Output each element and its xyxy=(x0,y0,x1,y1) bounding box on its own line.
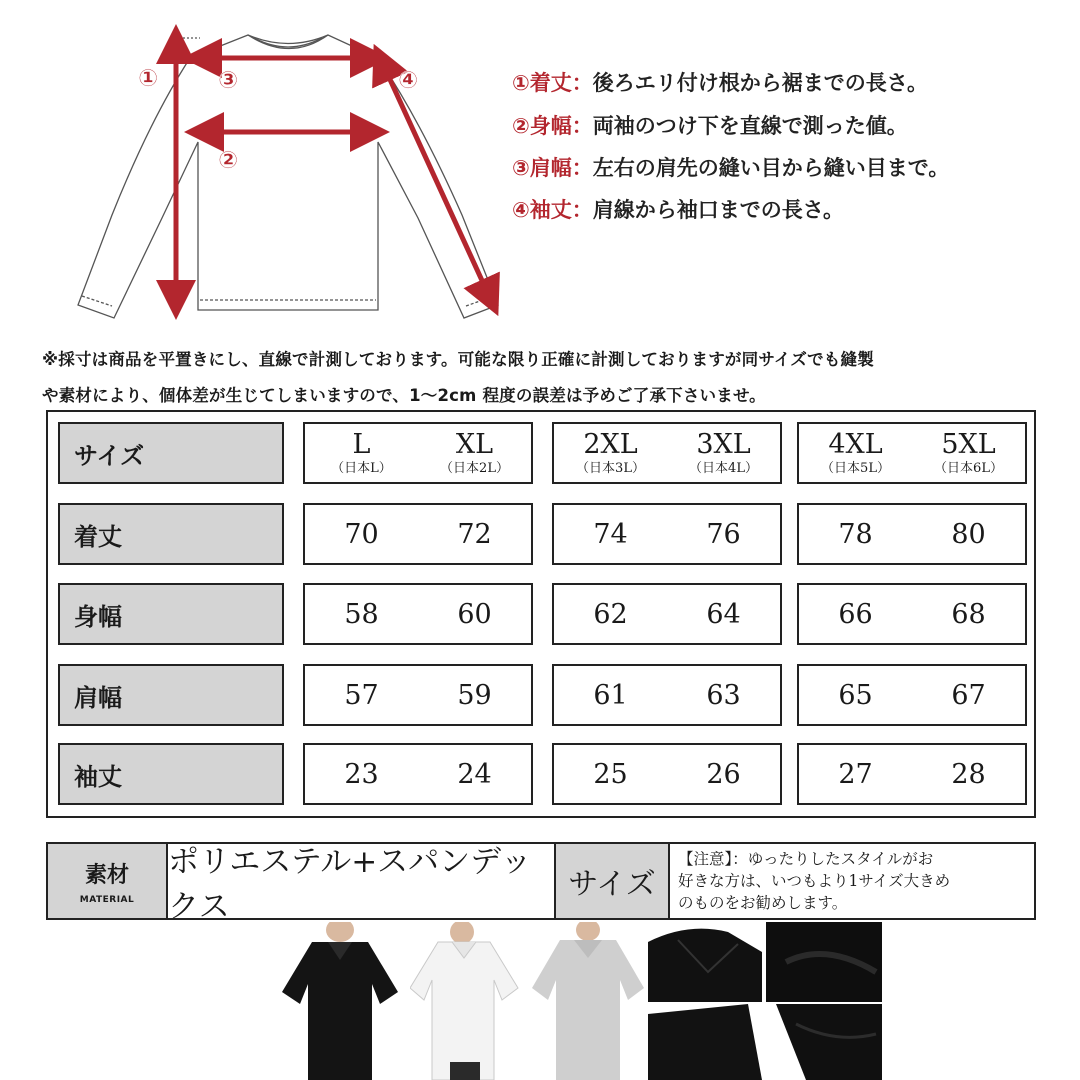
value-group xyxy=(303,583,533,645)
photo-hem-detail xyxy=(648,1004,762,1080)
legend-text: 左右の肩先の縫い目から縫い目まで。 xyxy=(592,156,950,180)
size-note-line: 【注意】：ゆったりしたスタイルがお xyxy=(678,850,934,868)
photo-black-shirt xyxy=(280,922,400,1080)
size-note-line: のものをお勧めします。 xyxy=(678,894,848,912)
size-jp: （日本5L） xyxy=(821,460,890,476)
marker-sleeve: ④ xyxy=(398,66,419,94)
photo-collar-detail xyxy=(648,922,762,1002)
row-label-chest: 身幅 xyxy=(58,583,284,645)
measurement-notice-line1: ※採寸は商品を平置きにし、直線で計測しております。可能な限り正確に計測しておりますが同サイズでも縫製 xyxy=(42,350,874,369)
value-group xyxy=(303,503,533,565)
value-cell: 24 xyxy=(457,758,492,790)
value-cell: 59 xyxy=(457,679,492,711)
size-jp: （日本3L） xyxy=(576,460,645,476)
value-cell: 25 xyxy=(593,758,628,790)
size-name: 3XL xyxy=(696,428,751,460)
size-name: L xyxy=(352,428,371,460)
legend-text: 両袖のつけ下を直線で測った値。 xyxy=(592,114,908,138)
material-bar xyxy=(46,842,1036,925)
size-jp: （日本2L） xyxy=(440,460,509,476)
value-cell: 62 xyxy=(593,598,628,630)
size-note-line: 好きな方は、いつもより1サイズ大きめ xyxy=(678,872,951,890)
value-group xyxy=(552,743,782,805)
photo-gray-shirt xyxy=(530,922,645,1080)
row-label-sleeve: 袖丈 xyxy=(58,743,284,805)
value-cell: 64 xyxy=(706,598,741,630)
value-cell: 28 xyxy=(951,758,986,790)
size-cell xyxy=(554,424,667,482)
value-cell: 76 xyxy=(706,518,741,550)
size-jp: （日本L） xyxy=(331,460,392,476)
size-name: 5XL xyxy=(941,428,996,460)
value-cell: 57 xyxy=(344,679,379,711)
value-cell: 26 xyxy=(706,758,741,790)
value-group xyxy=(303,664,533,726)
value-cell: 23 xyxy=(344,758,379,790)
material-label-en: MATERIAL xyxy=(79,894,135,905)
legend-length xyxy=(512,67,928,97)
value-cell: 74 xyxy=(593,518,628,550)
value-cell: 58 xyxy=(344,598,379,630)
size-cell xyxy=(799,424,912,482)
measurement-notice-line2: や素材により、個体差が生じてしまいますので、1～2cm 程度の誤差は予めご了承下さいませ。 xyxy=(42,386,766,405)
marker-length: ① xyxy=(138,64,159,92)
size-name: 2XL xyxy=(583,428,638,460)
size-cell xyxy=(418,424,531,482)
size-group-2 xyxy=(552,422,782,484)
legend-shoulder xyxy=(512,152,949,182)
marker-shoulder: ③ xyxy=(218,66,239,94)
value-group xyxy=(797,664,1027,726)
size-cell xyxy=(667,424,780,482)
size-name: XL xyxy=(455,428,494,460)
size-note xyxy=(672,846,1034,918)
size-cell xyxy=(305,424,418,482)
material-value: ポリエステル+スパンデックス xyxy=(168,844,556,918)
legend-chest xyxy=(512,110,908,140)
header-label: サイズ xyxy=(58,422,284,484)
legend-key: ①着丈： xyxy=(512,71,593,95)
value-cell: 78 xyxy=(838,518,873,550)
row-label-length: 着丈 xyxy=(58,503,284,565)
photo-white-shirt xyxy=(410,922,520,1080)
material-label: 素材 xyxy=(84,862,129,888)
value-cell: 27 xyxy=(838,758,873,790)
material-label-box xyxy=(48,844,168,918)
value-cell: 68 xyxy=(951,598,986,630)
value-cell: 70 xyxy=(344,518,379,550)
value-group xyxy=(552,583,782,645)
size-group-1 xyxy=(303,422,533,484)
value-cell: 67 xyxy=(951,679,986,711)
legend-text: 後ろエリ付け根から裾までの長さ。 xyxy=(592,71,928,95)
photo-sleeve-detail xyxy=(766,1004,882,1080)
value-cell: 80 xyxy=(951,518,986,550)
legend-key: ③肩幅： xyxy=(512,156,593,180)
value-cell: 60 xyxy=(457,598,492,630)
size-group-3 xyxy=(797,422,1027,484)
size-jp: （日本6L） xyxy=(934,460,1003,476)
size-jp: （日本4L） xyxy=(689,460,758,476)
value-group xyxy=(552,503,782,565)
value-group xyxy=(797,583,1027,645)
value-cell: 63 xyxy=(706,679,741,711)
value-group xyxy=(552,664,782,726)
value-cell: 65 xyxy=(838,679,873,711)
size-cell xyxy=(912,424,1025,482)
size-note-label: サイズ xyxy=(556,844,670,918)
legend-key: ②身幅： xyxy=(512,114,593,138)
legend-key: ④袖丈： xyxy=(512,198,593,222)
photo-fabric-detail xyxy=(766,922,882,1002)
size-name: 4XL xyxy=(828,428,883,460)
value-cell: 72 xyxy=(457,518,492,550)
value-group xyxy=(797,503,1027,565)
value-group xyxy=(303,743,533,805)
marker-chest: ② xyxy=(218,146,239,174)
legend-sleeve xyxy=(512,194,844,224)
legend-text: 肩線から袖口までの長さ。 xyxy=(592,198,844,222)
value-cell: 61 xyxy=(593,679,628,711)
value-group xyxy=(797,743,1027,805)
row-label-shoulder: 肩幅 xyxy=(58,664,284,726)
value-cell: 66 xyxy=(838,598,873,630)
